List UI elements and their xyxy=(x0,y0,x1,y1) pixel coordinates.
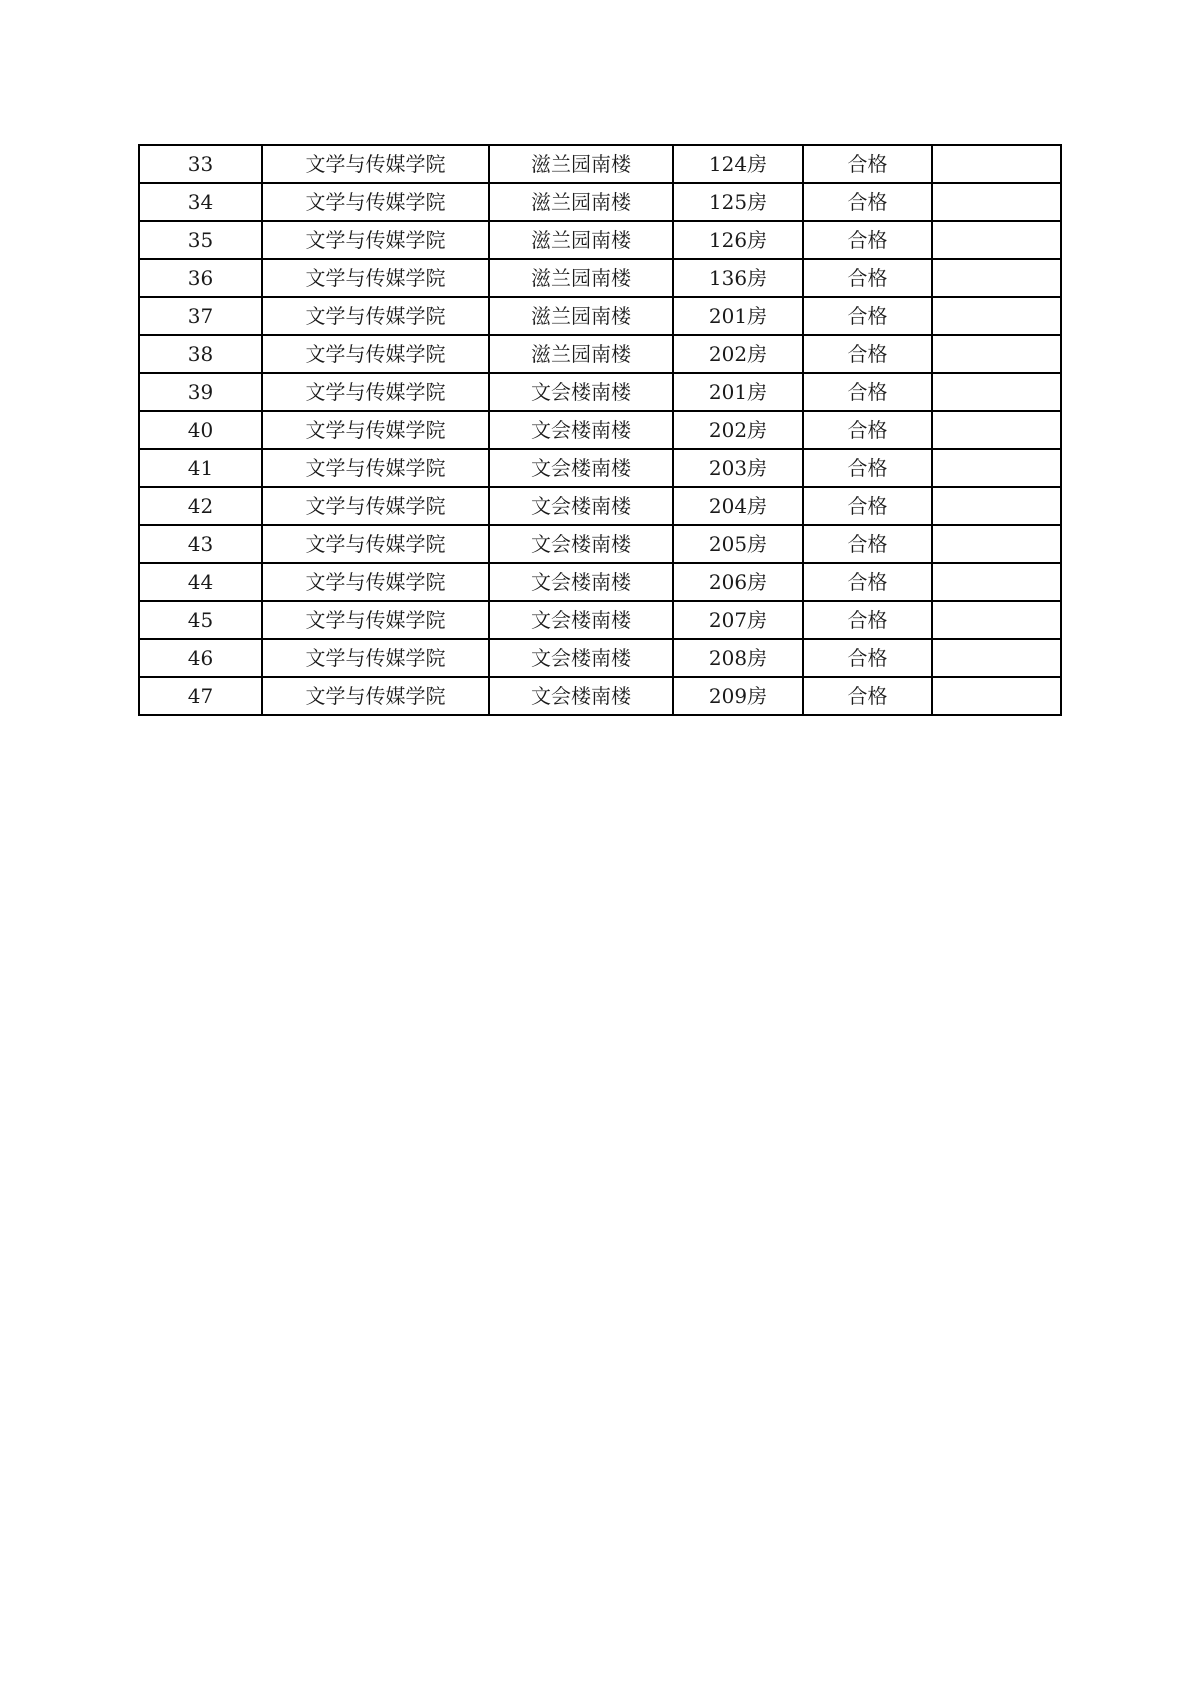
note-cell xyxy=(932,639,1061,677)
row-number-cell: 40 xyxy=(139,411,262,449)
room-cell: 126房 xyxy=(673,221,803,259)
building-cell: 滋兰园南楼 xyxy=(489,183,673,221)
result-cell: 合格 xyxy=(803,677,932,715)
result-cell: 合格 xyxy=(803,145,932,183)
building-cell: 滋兰园南楼 xyxy=(489,335,673,373)
table-row xyxy=(139,335,1061,373)
inspection-table xyxy=(138,144,1062,716)
room-cell: 136房 xyxy=(673,259,803,297)
building-cell: 滋兰园南楼 xyxy=(489,297,673,335)
row-number-cell: 37 xyxy=(139,297,262,335)
college-cell: 文学与传媒学院 xyxy=(262,563,489,601)
building-cell: 文会楼南楼 xyxy=(489,525,673,563)
note-cell xyxy=(932,449,1061,487)
result-cell: 合格 xyxy=(803,487,932,525)
room-cell: 209房 xyxy=(673,677,803,715)
college-cell: 文学与传媒学院 xyxy=(262,601,489,639)
row-number-cell: 41 xyxy=(139,449,262,487)
table-row xyxy=(139,145,1061,183)
note-cell xyxy=(932,221,1061,259)
table-row xyxy=(139,639,1061,677)
room-cell: 202房 xyxy=(673,335,803,373)
row-number-cell: 43 xyxy=(139,525,262,563)
building-cell: 文会楼南楼 xyxy=(489,601,673,639)
note-cell xyxy=(932,525,1061,563)
college-cell: 文学与传媒学院 xyxy=(262,487,489,525)
table-row xyxy=(139,677,1061,715)
college-cell: 文学与传媒学院 xyxy=(262,411,489,449)
building-cell: 文会楼南楼 xyxy=(489,639,673,677)
table-row xyxy=(139,373,1061,411)
college-cell: 文学与传媒学院 xyxy=(262,639,489,677)
building-cell: 文会楼南楼 xyxy=(489,411,673,449)
note-cell xyxy=(932,601,1061,639)
room-cell: 201房 xyxy=(673,297,803,335)
note-cell xyxy=(932,373,1061,411)
room-cell: 205房 xyxy=(673,525,803,563)
building-cell: 文会楼南楼 xyxy=(489,449,673,487)
result-cell: 合格 xyxy=(803,639,932,677)
college-cell: 文学与传媒学院 xyxy=(262,449,489,487)
college-cell: 文学与传媒学院 xyxy=(262,335,489,373)
table-row xyxy=(139,221,1061,259)
table-row xyxy=(139,449,1061,487)
table-row xyxy=(139,259,1061,297)
table-row xyxy=(139,297,1061,335)
note-cell xyxy=(932,183,1061,221)
college-cell: 文学与传媒学院 xyxy=(262,259,489,297)
row-number-cell: 36 xyxy=(139,259,262,297)
result-cell: 合格 xyxy=(803,297,932,335)
college-cell: 文学与传媒学院 xyxy=(262,525,489,563)
building-cell: 文会楼南楼 xyxy=(489,373,673,411)
building-cell: 滋兰园南楼 xyxy=(489,259,673,297)
building-cell: 文会楼南楼 xyxy=(489,487,673,525)
college-cell: 文学与传媒学院 xyxy=(262,183,489,221)
note-cell xyxy=(932,335,1061,373)
room-cell: 208房 xyxy=(673,639,803,677)
building-cell: 文会楼南楼 xyxy=(489,677,673,715)
row-number-cell: 42 xyxy=(139,487,262,525)
room-cell: 202房 xyxy=(673,411,803,449)
table-row xyxy=(139,183,1061,221)
table-row xyxy=(139,487,1061,525)
table-row xyxy=(139,563,1061,601)
row-number-cell: 47 xyxy=(139,677,262,715)
college-cell: 文学与传媒学院 xyxy=(262,677,489,715)
note-cell xyxy=(932,145,1061,183)
college-cell: 文学与传媒学院 xyxy=(262,373,489,411)
row-number-cell: 44 xyxy=(139,563,262,601)
building-cell: 文会楼南楼 xyxy=(489,563,673,601)
note-cell xyxy=(932,487,1061,525)
row-number-cell: 39 xyxy=(139,373,262,411)
row-number-cell: 35 xyxy=(139,221,262,259)
result-cell: 合格 xyxy=(803,373,932,411)
result-cell: 合格 xyxy=(803,563,932,601)
building-cell: 滋兰园南楼 xyxy=(489,145,673,183)
table-row xyxy=(139,525,1061,563)
row-number-cell: 38 xyxy=(139,335,262,373)
room-cell: 204房 xyxy=(673,487,803,525)
college-cell: 文学与传媒学院 xyxy=(262,297,489,335)
note-cell xyxy=(932,411,1061,449)
room-cell: 124房 xyxy=(673,145,803,183)
row-number-cell: 34 xyxy=(139,183,262,221)
result-cell: 合格 xyxy=(803,221,932,259)
result-cell: 合格 xyxy=(803,335,932,373)
room-cell: 207房 xyxy=(673,601,803,639)
room-cell: 125房 xyxy=(673,183,803,221)
result-cell: 合格 xyxy=(803,449,932,487)
note-cell xyxy=(932,677,1061,715)
table-row xyxy=(139,411,1061,449)
result-cell: 合格 xyxy=(803,259,932,297)
row-number-cell: 45 xyxy=(139,601,262,639)
result-cell: 合格 xyxy=(803,183,932,221)
result-cell: 合格 xyxy=(803,525,932,563)
room-cell: 206房 xyxy=(673,563,803,601)
note-cell xyxy=(932,563,1061,601)
college-cell: 文学与传媒学院 xyxy=(262,221,489,259)
room-cell: 201房 xyxy=(673,373,803,411)
room-cell: 203房 xyxy=(673,449,803,487)
result-cell: 合格 xyxy=(803,601,932,639)
college-cell: 文学与传媒学院 xyxy=(262,145,489,183)
row-number-cell: 46 xyxy=(139,639,262,677)
note-cell xyxy=(932,297,1061,335)
row-number-cell: 33 xyxy=(139,145,262,183)
result-cell: 合格 xyxy=(803,411,932,449)
table-row xyxy=(139,601,1061,639)
building-cell: 滋兰园南楼 xyxy=(489,221,673,259)
note-cell xyxy=(932,259,1061,297)
